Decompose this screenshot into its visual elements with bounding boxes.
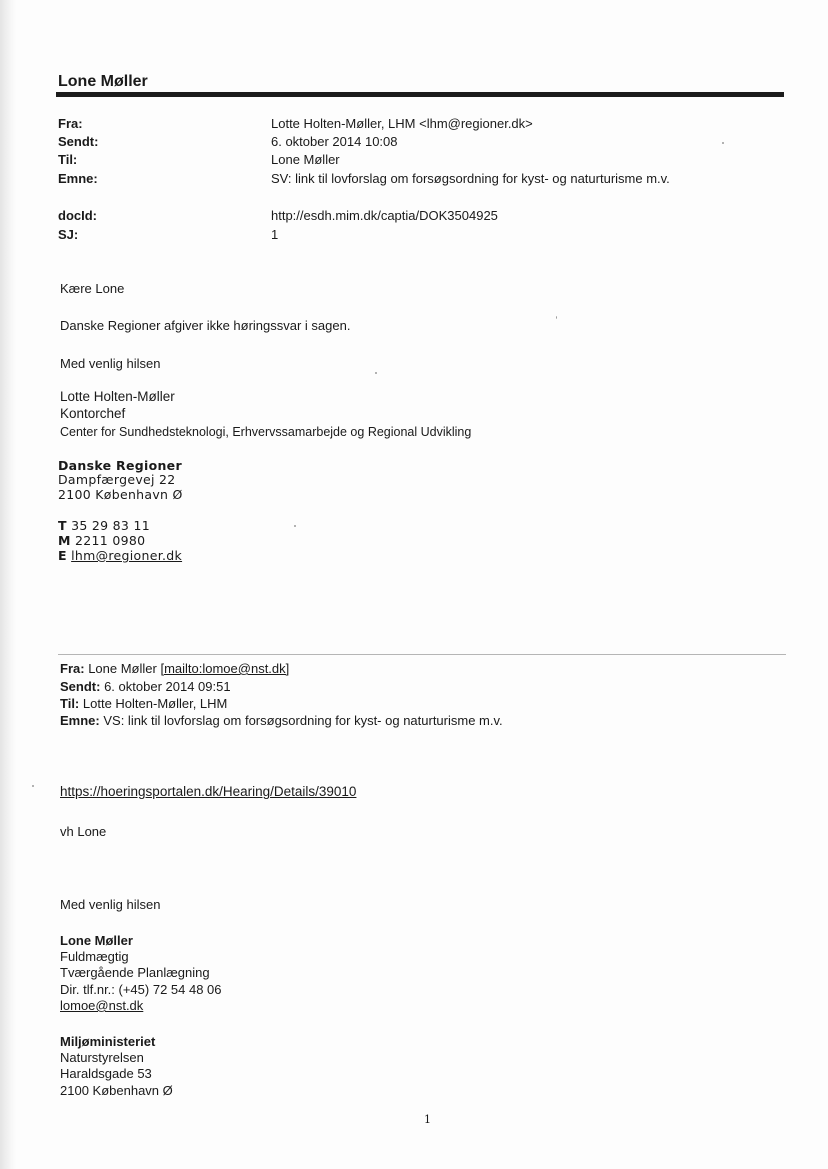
sent-label: Sendt:	[58, 134, 99, 149]
fwd-subject-label: Emne:	[60, 713, 100, 728]
fwd-subject-line	[60, 713, 503, 728]
mobile-label: M	[58, 533, 71, 548]
reply-text: Danske Regioner afgiver ikke høringssvar i sagen.	[60, 318, 351, 333]
message-divider	[58, 654, 786, 655]
fwd-sent-label: Sendt:	[60, 679, 101, 694]
agency-city: 2100 København Ø	[60, 1083, 173, 1098]
fwd-signature-title: Fuldmægtig	[60, 949, 129, 964]
scan-edge-shadow	[0, 0, 16, 1169]
subject-value: SV: link til lovforslag om forsøgsordning for kyst- og naturturisme m.v.	[271, 171, 670, 186]
email-label: E	[58, 548, 67, 563]
fwd-from-value: Lone Møller	[88, 661, 157, 676]
fwd-signature-name: Lone Møller	[60, 933, 133, 948]
phone-value: 35 29 83 11	[71, 518, 150, 533]
email-link[interactable]: lhm@regioner.dk	[71, 548, 183, 563]
scan-speck	[722, 142, 724, 144]
phone-line	[58, 518, 150, 533]
fwd-signature-phone: Dir. tlf.nr.: (+45) 72 54 48 06	[60, 982, 222, 997]
fwd-sent-value: 6. oktober 2014 09:51	[104, 679, 231, 694]
page-title: Lone Møller	[58, 73, 148, 90]
scan-speck	[375, 372, 377, 374]
to-value: Lone Møller	[271, 152, 340, 167]
fwd-signature-department: Tværgående Planlægning	[60, 965, 210, 980]
fwd-closing: Med venlig hilsen	[60, 897, 161, 912]
mobile-line	[58, 533, 145, 548]
reply-greeting: Kære Lone	[60, 281, 125, 296]
from-label: Fra:	[58, 116, 83, 131]
page-number: 1	[424, 1113, 431, 1126]
fwd-sent-line	[60, 679, 231, 694]
fwd-mailto-link[interactable]: [mailto:lomoe@nst.dk]	[160, 661, 290, 676]
to-label: Til:	[58, 152, 78, 167]
org-street: Dampfærgevej 22	[58, 472, 176, 487]
org-name: Danske Regioner	[58, 458, 182, 473]
reply-signature-title: Kontorchef	[60, 406, 126, 421]
fwd-subject-value: VS: link til lovforslag om forsøgsordning for kyst- og naturturisme m.v.	[103, 713, 503, 728]
ministry-name: Miljøministeriet	[60, 1034, 156, 1049]
from-value: Lotte Holten-Møller, LHM <lhm@regioner.dk>	[271, 116, 533, 131]
scan-speck	[294, 525, 296, 527]
agency-street: Haraldsgade 53	[60, 1066, 152, 1081]
reply-closing: Med venlig hilsen	[60, 356, 161, 371]
fwd-signature-email-link[interactable]: lomoe@nst.dk	[60, 998, 144, 1013]
fwd-to-value: Lotte Holten-Møller, LHM	[82, 696, 228, 711]
hearing-url-link[interactable]: https://hoeringsportalen.dk/Hearing/Details/39010	[60, 784, 357, 799]
fwd-to-line	[60, 696, 227, 711]
reply-signature-department: Center for Sundhedsteknologi, Erhvervssamarbejde og Regional Udvikling	[60, 425, 472, 439]
sent-value: 6. oktober 2014 10:08	[271, 134, 398, 149]
mobile-value: 2211 0980	[75, 533, 146, 548]
phone-label: T	[58, 518, 67, 533]
scan-speck	[32, 785, 34, 787]
sj-value: 1	[271, 227, 279, 242]
org-city: 2100 København Ø	[58, 487, 183, 502]
title-rule	[56, 92, 784, 97]
fwd-sign-off: vh Lone	[60, 824, 107, 839]
fwd-from-line	[60, 661, 289, 676]
subject-label: Emne:	[58, 171, 98, 186]
reply-signature-name: Lotte Holten-Møller	[60, 389, 175, 404]
fwd-from-label: Fra:	[60, 661, 85, 676]
agency-name: Naturstyrelsen	[60, 1050, 144, 1065]
scan-speck	[556, 316, 557, 319]
sj-label: SJ:	[58, 227, 79, 242]
email-line	[58, 548, 182, 563]
docid-label: docId:	[58, 208, 97, 223]
docid-value: http://esdh.mim.dk/captia/DOK3504925	[271, 208, 498, 223]
fwd-to-label: Til:	[60, 696, 80, 711]
